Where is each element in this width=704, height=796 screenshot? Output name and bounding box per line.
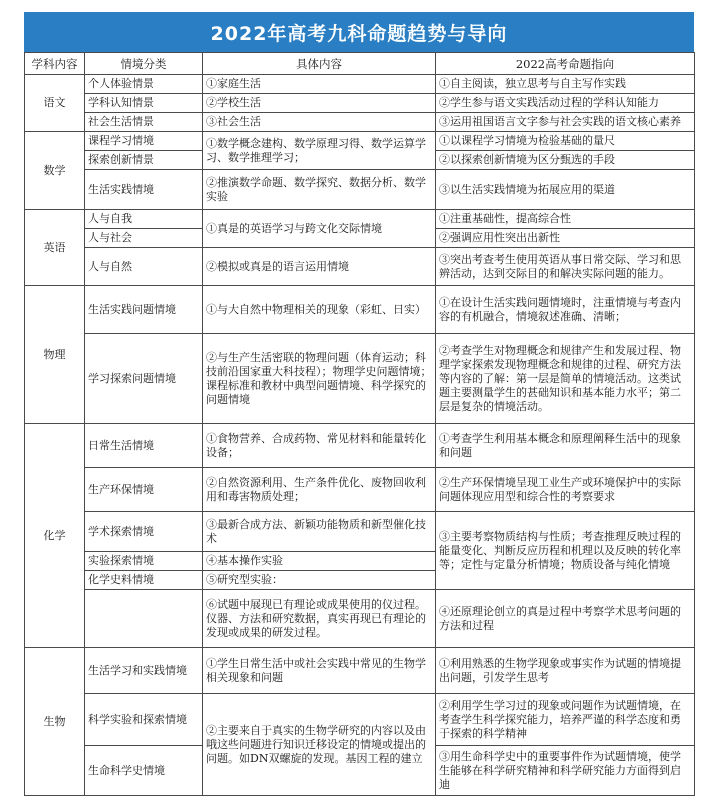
direction-cell: ①利用熟悉的生物学现象或事实作为试题的情境提出问题，引发学生思考 xyxy=(436,648,695,694)
table-row xyxy=(25,75,695,94)
table-row xyxy=(25,94,695,113)
header-category: 情境分类 xyxy=(85,53,203,75)
category-cell: 课程学习情境 xyxy=(85,132,203,151)
category-cell: 科学实验和探索情境 xyxy=(85,694,203,746)
category-cell: 生活学习和实践情境 xyxy=(85,648,203,694)
direction-cell: ①考查学生利用基本概念和原理阐释生活中的现象和问题 xyxy=(436,424,695,468)
subject-cell: 化学 xyxy=(25,424,85,648)
direction-cell: ②强调应用性突出出新性 xyxy=(436,229,695,248)
content-cell: ②模拟或真是的语言运用情境 xyxy=(203,248,436,286)
content-cell: ②主要来自于真实的生物学研究的内容以及由哦这些问题进行知识迁移设定的情境或提出的问题。如DN双螺旋的发现。基因工程的建立 xyxy=(203,694,436,796)
category-cell: 日常生活情境 xyxy=(85,424,203,468)
category-cell: 人与自我 xyxy=(85,210,203,229)
table-row xyxy=(25,334,695,424)
page-title: 2022年高考九科命题趋势与导向 xyxy=(210,22,508,45)
title-banner xyxy=(24,12,694,52)
direction-cell: ②以探索创新情境为区分甄选的手段 xyxy=(436,151,695,170)
category-cell: 学科认知情景 xyxy=(85,94,203,113)
category-cell: 学术探索情境 xyxy=(85,512,203,552)
direction-cell: ③运用祖国语言文字参与社会实践的语文核心素养 xyxy=(436,113,695,132)
direction-cell: ②学生参与语文实践活动过程的学科认知能力 xyxy=(436,94,695,113)
direction-cell: ③以生活实践情境为拓展应用的渠道 xyxy=(436,170,695,210)
table-row xyxy=(25,113,695,132)
content-cell: ①家庭生活 xyxy=(203,75,436,94)
content-cell: ⑤研究型实验： xyxy=(203,571,436,590)
header-subject: 学科内容 xyxy=(25,53,85,75)
subject-cell: 数学 xyxy=(25,132,85,210)
table-row xyxy=(25,590,695,648)
content-cell: ①数学概念建构、数学原理习得、数学运算学习、数学推理学习； xyxy=(203,132,436,170)
category-cell: 个人体验情景 xyxy=(85,75,203,94)
header-row xyxy=(25,53,695,75)
subject-cell: 语文 xyxy=(25,75,85,132)
content-cell: ⑥试题中展现已有理论或成果使用的仪过程。仪器、方法和研究数据，真实再现已有理论的发现或成果的研发过程。 xyxy=(203,590,436,648)
direction-cell: ①注重基础性，提高综合性 xyxy=(436,210,695,229)
category-cell: 社会生活情景 xyxy=(85,113,203,132)
table-row xyxy=(25,512,695,552)
direction-cell: ②利用学生学习过的现象或问题作为试题情境，在考查学生科学探究能力，培养严谨的科学态度和勇于探索的科学精神 xyxy=(436,694,695,746)
direction-cell: ③用生命科学史中的重要事件作为试题情境，使学生能够在科学研究精神和科学研究能力方面得到启迪 xyxy=(436,746,695,796)
content-cell: ③最新合成方法、新颖功能物质和新型催化技术 xyxy=(203,512,436,552)
table-row xyxy=(25,210,695,229)
trend-table xyxy=(24,52,695,796)
direction-cell: ②生产环保情境呈现工业生产或环境保护中的实际问题体现应用型和综合性的考察要求 xyxy=(436,468,695,512)
direction-cell: ③主要考察物质结构与性质；考查推理反映过程的能量变化、判断反应历程和机理以及反映的转化率等；定性与定量分析情境；物质设备与纯化情境 xyxy=(436,512,695,590)
content-cell: ③社会生活 xyxy=(203,113,436,132)
category-cell: 人与社会 xyxy=(85,229,203,248)
content-cell: ②推演数学命题、数学探究、数据分析、数学实验 xyxy=(203,170,436,210)
content-cell: ②学校生活 xyxy=(203,94,436,113)
subject-cell: 英语 xyxy=(25,210,85,286)
content-cell: ①食物营养、合成药物、常见材料和能量转化设备； xyxy=(203,424,436,468)
content-cell: ①与大自然中物理相关的现象（彩虹、日实） xyxy=(203,286,436,334)
subject-cell: 物理 xyxy=(25,286,85,424)
category-cell: 生产环保情境 xyxy=(85,468,203,512)
category-cell: 人与自然 xyxy=(85,248,203,286)
direction-cell: ②考查学生对物理概念和规律产生和发展过程、物理学家探索发现物理概念和规律的过程、研究方法等内容的了解：第一层是简单的情境活动。这类试题主要测量学生的甚础知识和基本能力水平；第二层是复杂的情境活动。 xyxy=(436,334,695,424)
header-direction: 2022高考命题指向 xyxy=(436,53,695,75)
content-cell: ④基本操作实验 xyxy=(203,552,436,571)
content-cell: ②自然资源利用、生产条件优化、废物回收利用和毒害物质处理； xyxy=(203,468,436,512)
category-cell: 生命科学史情境 xyxy=(85,746,203,796)
category-cell: 化学史料情境 xyxy=(85,571,203,590)
table-row xyxy=(25,424,695,468)
category-cell: 探索创新情景 xyxy=(85,151,203,170)
table-row xyxy=(25,694,695,746)
category-cell: 生活实践情境 xyxy=(85,170,203,210)
direction-cell: ④还原理论创立的真是过程中考察学术思考问题的方法和过程 xyxy=(436,590,695,648)
header-content: 具体内容 xyxy=(203,53,436,75)
direction-cell: ①在设计生活实践问题情境时，注重情境与考查内容的有机融合，情境叙述准确、清晰； xyxy=(436,286,695,334)
content-cell: ①学生日常生活中或社会实践中常见的生物学相关现象和问题 xyxy=(203,648,436,694)
content-cell: ②与生产生活密联的物理问题（体育运动；科技前沿国家重大科技程）；物理学史问题情境；课程标准和教材中典型问题情境、科学探究的问题情境 xyxy=(203,334,436,424)
category-cell: 生活实践问题情境 xyxy=(85,286,203,334)
table-row xyxy=(25,132,695,151)
category-cell: 学习探索问题情境 xyxy=(85,334,203,424)
category-cell: 实验探索情境 xyxy=(85,552,203,571)
content-cell: ①真是的英语学习与跨文化交际情境 xyxy=(203,210,436,248)
table-row xyxy=(25,248,695,286)
subject-cell: 生物 xyxy=(25,648,85,796)
table-row xyxy=(25,286,695,334)
table-row xyxy=(25,648,695,694)
table-row xyxy=(25,170,695,210)
category-cell xyxy=(85,590,203,648)
direction-cell: ①以课程学习情境为检验基础的量尺 xyxy=(436,132,695,151)
table-row xyxy=(25,468,695,512)
direction-cell: ③突出考查考生使用英语从事日常交际、学习和思辨活动，达到交际目的和解决实际问题的能力。 xyxy=(436,248,695,286)
direction-cell: ①自主阅读，独立思考与自主写作实践 xyxy=(436,75,695,94)
